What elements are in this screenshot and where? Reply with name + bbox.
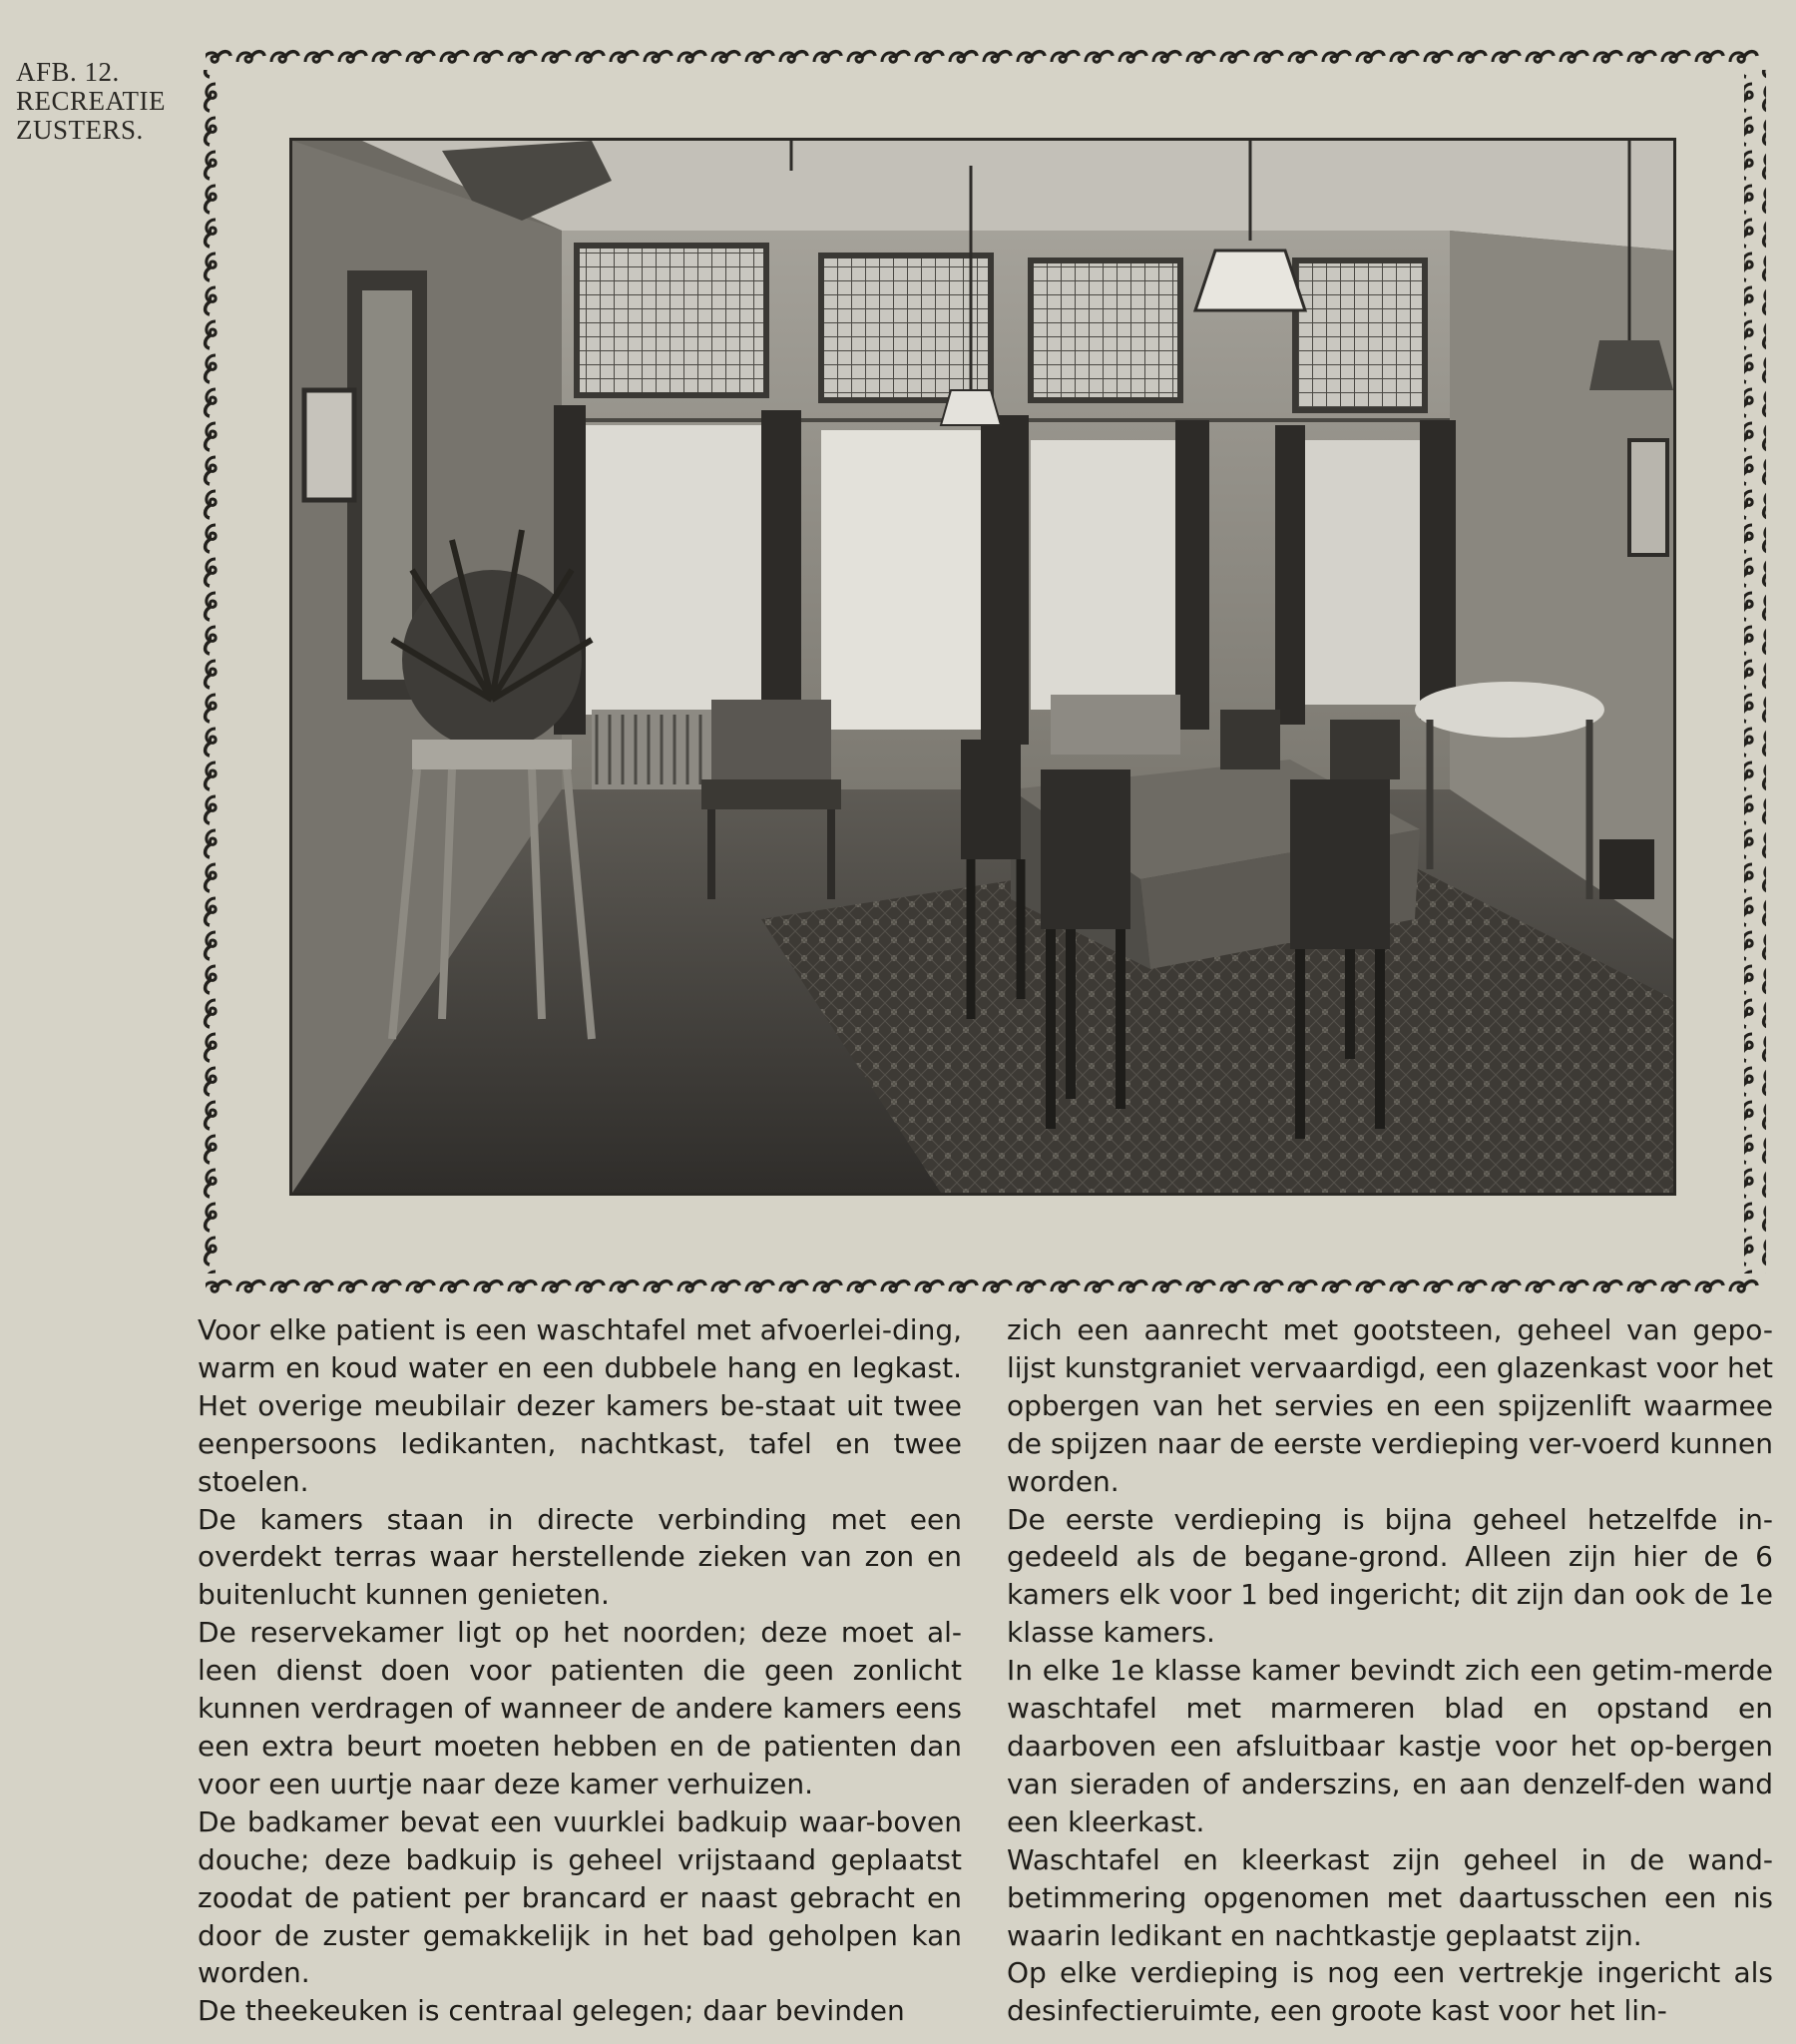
border-bottom [206,1274,1762,1295]
figure-number: AFB. 12. [16,57,120,87]
paragraph: Op elke verdieping is nog een vertrekje ingericht als desinfectieruimte, een groote kast voor het lin- [1007,1956,1773,2028]
paragraph: De theekeuken is centraal gelegen; daar bevinden [198,1994,905,2028]
figure-title-line-1: RECREATIE [16,86,166,116]
paragraph: De reservekamer ligt op het noorden; deze moet al-leen dienst doen voor patienten die geen zonlicht kunnen verdragen of wanneer de andere kamers eens een extra beurt moeten hebben en de patienten dan voor een uurtje naar deze kamer verhuizen. [198,1616,962,1800]
border-right [1744,70,1766,1274]
paragraph: In elke 1e klasse kamer bevindt zich een getim-merde waschtafel met marmeren blad en opstand en daarboven een afsluitbaar kastje voor het op-bergen van sieraden of anderszins, en aan denzelf-den wand een kleerkast. [1007,1654,1773,1838]
paragraph: Waschtafel en kleerkast zijn geheel in de wand-betimmering opgenomen met daartusschen een nis waarin ledikant en nachtkastje geplaatst zijn. [1007,1842,1773,1952]
border-left [202,70,224,1274]
paragraph: De kamers staan in directe verbinding met een overdekt terras waar herstellende zieken van zon en buitenlucht kunnen genieten. [198,1502,962,1612]
text-column-right [1007,1311,1773,2030]
paragraph: Voor elke patient is een waschtafel met afvoerlei-ding, warm en koud water en een dubbele hang en legkast. Het overige meubilair dezer kamers be-staat uit twee eenpersoons ledikanten, nachtkast, tafel en twee stoelen. [198,1313,962,1498]
text-column-left [198,1311,962,2030]
figure-caption [16,58,166,145]
paragraph: De eerste verdieping is bijna geheel hetzelfde in-gedeeld als de begane-grond. Alleen zijn hier de 6 kamers elk voor 1 bed ingericht; dit zijn dan ook de 1e klasse kamers. [1007,1502,1773,1650]
border-top [206,48,1762,70]
paragraph: De badkamer bevat een vuurklei badkuip waar-boven douche; deze badkuip is geheel vrijstaand geplaatst zoodat de patient per brancard er naast gebracht en door de zuster gemakkelijk in het bad geholpen kan worden. [198,1804,962,1990]
paragraph: zich een aanrecht met gootsteen, geheel van gepo-lijst kunstgraniet vervaardigd, een glazenkast voor het opbergen van het servies en een spijzenlift waarmee de spijzen naar de eerste verdieping ver-voerd kunnen worden. [1007,1313,1773,1498]
recreation-room-photo [289,138,1676,1196]
figure-title-line-2: ZUSTERS. [16,115,144,145]
